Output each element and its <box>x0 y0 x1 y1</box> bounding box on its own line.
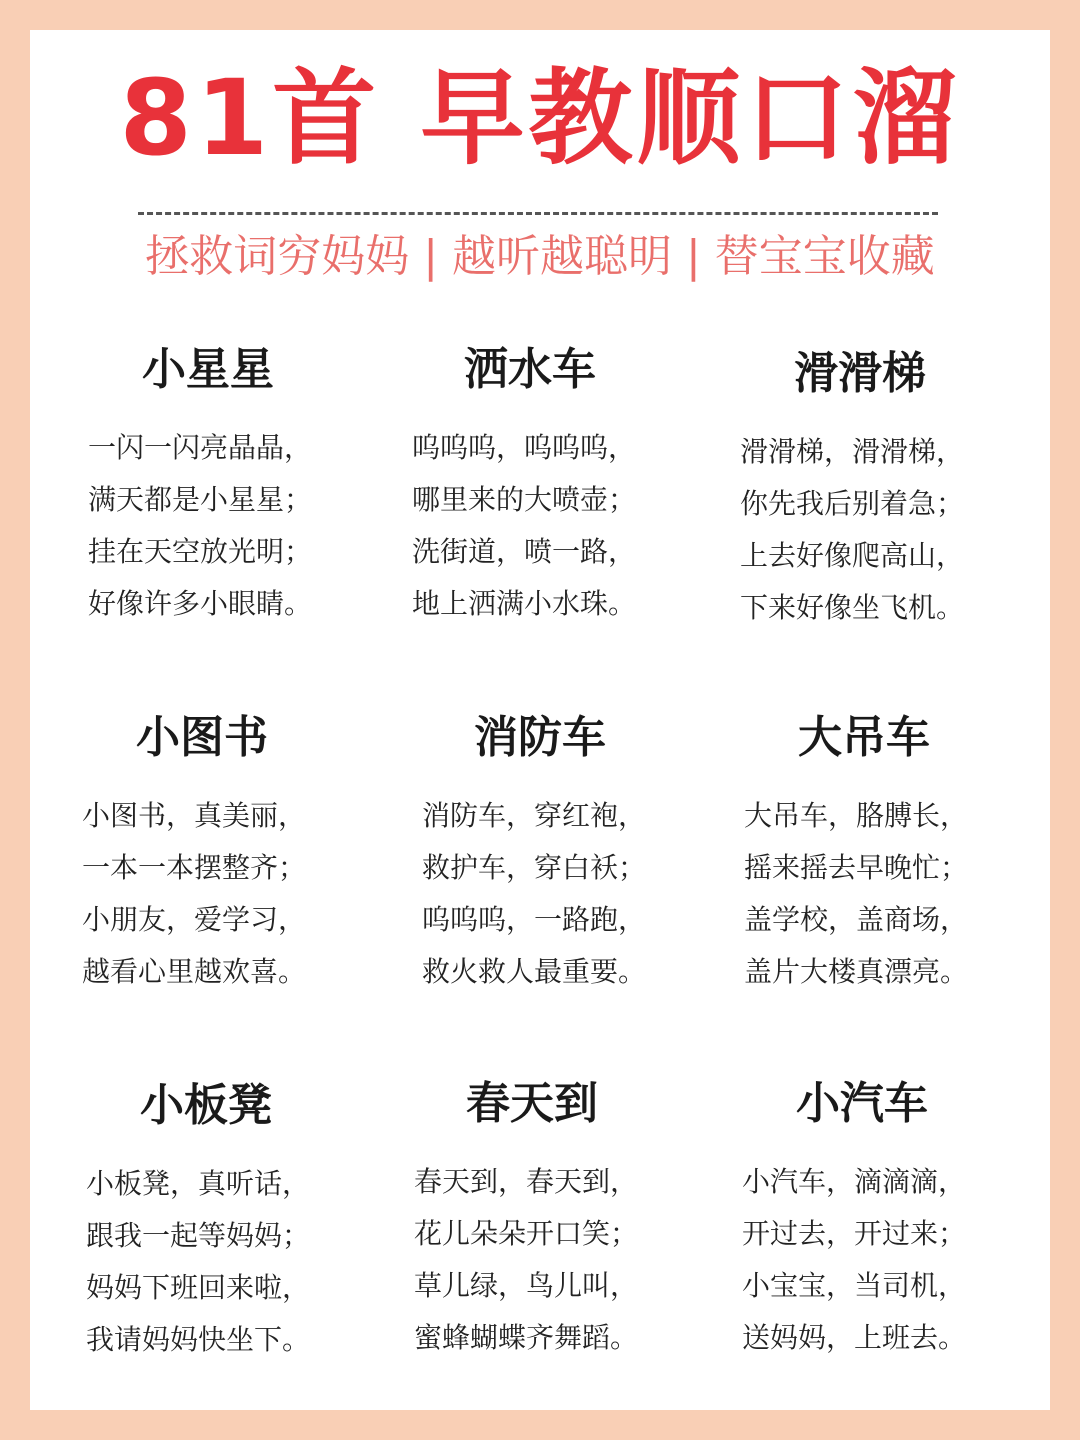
poem-lines <box>82 790 382 998</box>
poem-line: 上去好像爬高山， <box>740 539 965 572</box>
poem-title: 小汽车 <box>796 1078 928 1129</box>
poem-title: 消防车 <box>474 712 606 763</box>
poem-line: 一闪一闪亮晶晶， <box>88 431 313 464</box>
poem-lines <box>744 790 1044 998</box>
poem-lines <box>414 1156 714 1364</box>
poem-line: 春天到，春天到， <box>414 1165 639 1198</box>
poem-line: 越看心里越欢喜。 <box>82 955 307 988</box>
page-subtitle: 拯救词穷妈妈 | 越听越聪明 | 替宝宝收藏 <box>145 231 935 282</box>
poem-line: 花儿朵朵开口笑； <box>414 1217 639 1250</box>
poem-line: 你先我后别着急； <box>740 487 965 520</box>
poem-lines <box>740 426 1040 634</box>
poem-line: 草儿绿，鸟儿叫， <box>414 1269 639 1302</box>
poem-line: 小宝宝，当司机， <box>742 1269 967 1302</box>
poem-line: 哪里来的大喷壶； <box>412 483 637 516</box>
poem-line: 救护车，穿白袄； <box>422 851 647 884</box>
poem-line: 小朋友，爱学习， <box>82 903 307 936</box>
poem-lines <box>412 422 712 630</box>
poem-lines <box>86 1158 386 1366</box>
poem-title: 滑滑梯 <box>794 348 926 399</box>
poem-line: 好像许多小眼睛。 <box>88 587 313 620</box>
dashed-divider <box>138 212 938 215</box>
poem-line: 一本一本摆整齐； <box>82 851 307 884</box>
poem-line: 大吊车，胳膊长， <box>744 799 969 832</box>
poem-title: 洒水车 <box>464 344 596 395</box>
poem-line: 呜呜呜，呜呜呜， <box>412 431 637 464</box>
poem-line: 我请妈妈快坐下。 <box>86 1323 311 1356</box>
poem-line: 地上洒满小水珠。 <box>412 587 637 620</box>
poem-line: 摇来摇去早晚忙； <box>744 851 969 884</box>
poem-line: 送妈妈，上班去。 <box>742 1321 967 1354</box>
poem-line: 跟我一起等妈妈； <box>86 1219 311 1252</box>
poem-title: 春天到 <box>466 1078 598 1129</box>
poem-line: 消防车，穿红袍， <box>422 799 647 832</box>
poem-lines <box>88 422 388 630</box>
poem-line: 呜呜呜，一路跑， <box>422 903 647 936</box>
page-title: 81首 早教顺口溜 <box>119 57 961 179</box>
poem-line: 开过去，开过来； <box>742 1217 967 1250</box>
poem-lines <box>422 790 722 998</box>
poem-line: 滑滑梯，滑滑梯， <box>740 435 965 468</box>
poem-line: 洗街道，喷一路， <box>412 535 637 568</box>
poem-line: 小板凳，真听话， <box>86 1167 311 1200</box>
poem-line: 下来好像坐飞机。 <box>740 591 965 624</box>
poem-line: 满天都是小星星； <box>88 483 313 516</box>
poem-line: 蜜蜂蝴蝶齐舞蹈。 <box>414 1321 639 1354</box>
poem-lines <box>742 1156 1042 1364</box>
poem-line: 盖学校，盖商场， <box>744 903 969 936</box>
poem-line: 小汽车，滴滴滴， <box>742 1165 967 1198</box>
poem-line: 盖片大楼真漂亮。 <box>744 955 969 988</box>
poem-line: 救火救人最重要。 <box>422 955 647 988</box>
poem-title: 小星星 <box>142 344 274 395</box>
poem-title: 小板凳 <box>140 1080 272 1131</box>
poem-line: 挂在天空放光明； <box>88 535 313 568</box>
poem-line: 小图书，真美丽， <box>82 799 307 832</box>
poem-line: 妈妈下班回来啦， <box>86 1271 311 1304</box>
poem-title: 小图书 <box>136 712 268 763</box>
poem-title: 大吊车 <box>798 712 930 763</box>
